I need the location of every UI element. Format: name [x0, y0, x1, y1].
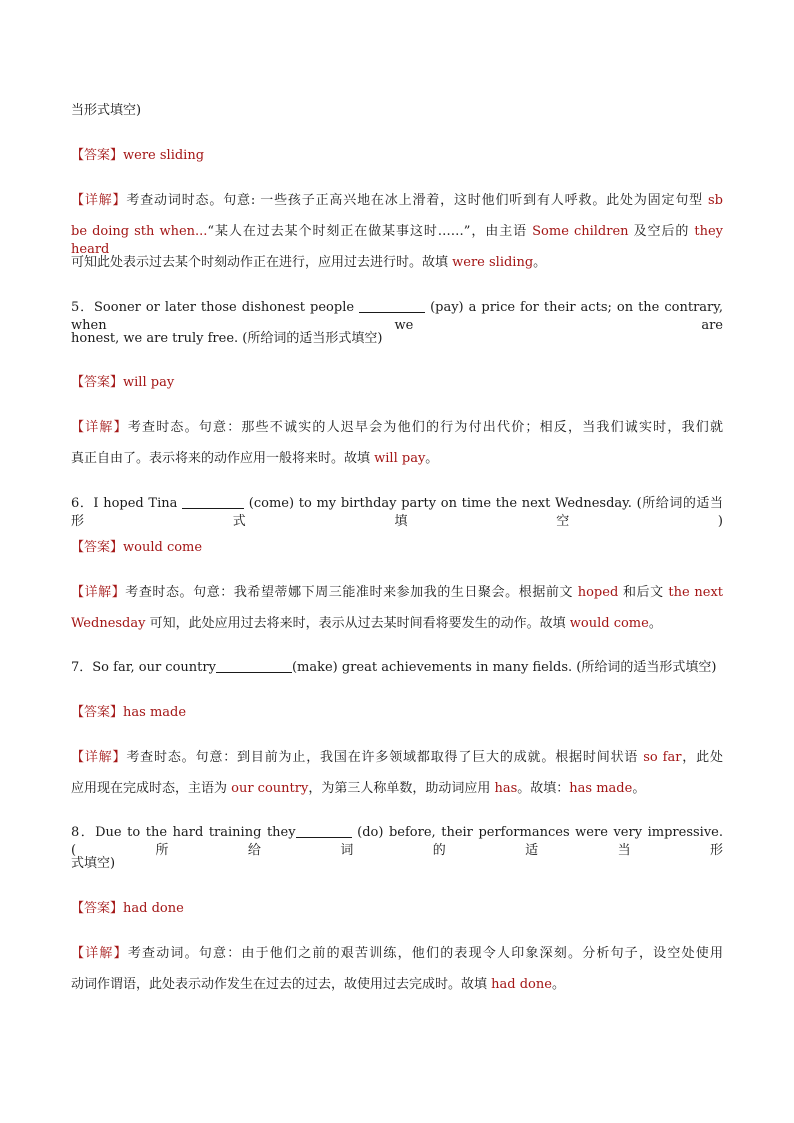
answer-blank[interactable]: [296, 825, 352, 838]
answer-text: will pay: [123, 375, 175, 390]
question-8-answer: [71, 900, 184, 918]
question-8-stem-line-1: 8．Due to the hard training they (do) before, their performances were very impressive. (所给词的适当形: [71, 825, 723, 858]
question-6-answer: [71, 539, 202, 557]
question-8-stem-line-2: 式填空): [71, 856, 116, 871]
question-4-detail-line-3: 可知此处表示过去某个时刻动作正在进行，应用过去进行时。故填 were sliding。: [71, 255, 547, 270]
answer-text: had done: [123, 901, 184, 916]
answer-label: 【答案】: [71, 540, 124, 555]
answer-label: 【答案】: [71, 705, 124, 720]
question-6-stem: 6．I hoped Tina (come) to my birthday party on time the next Wednesday. (所给词的适当形式填空): [71, 496, 723, 529]
answer-text: has made: [123, 705, 187, 720]
question-8-detail-line-2: 动词作谓语，此处表示动作发生在过去的过去，故使用过去完成时。故填 had done。: [71, 977, 565, 992]
question-7-stem: 7．So far, our country (make) great achievements in many fields. (所给词的适当形式填空): [71, 660, 717, 675]
detail-label: 【详解】: [71, 193, 127, 208]
detail-label: 【详解】: [71, 946, 128, 961]
question-7-answer: [71, 704, 186, 722]
question-4-carryover: 当形式填空): [71, 103, 142, 118]
detail-label: 【详解】: [71, 585, 126, 600]
answer-blank[interactable]: [182, 496, 244, 509]
answer-label: 【答案】: [71, 148, 124, 163]
question-7-detail-line-2: 应用现在完成时态，主语为 our country，为第三人称单数，助动词应用 has。故填：has made。: [71, 781, 646, 796]
answer-blank[interactable]: [359, 300, 425, 313]
question-4-detail-line-1: 【详解】考查动词时态。句意: 一些孩子正高兴地在冰上滑着，这时他们听到有人呼救。此处为固定句型 sb: [71, 193, 723, 208]
answer-blank[interactable]: [216, 660, 292, 673]
question-5-detail-line-2: 真正自由了。表示将来的动作应用一般将来时。故填 will pay。: [71, 451, 439, 466]
question-6-detail-line-2: Wednesday 可知，此处应用过去将来时，表示从过去某时间看将要发生的动作。故填 would come。: [71, 616, 662, 631]
detail-label: 【详解】: [71, 420, 128, 435]
answer-label: 【答案】: [71, 375, 124, 390]
question-7-detail-line-1: 【详解】考查时态。句意：到目前为止，我国在许多领域都取得了巨大的成就。根据时间状语 so far，此处: [71, 750, 723, 765]
question-6-detail-line-1: 【详解】考查时态。句意：我希望蒂娜下周三能准时来参加我的生日聚会。根据前文 hoped 和后文 the next: [71, 585, 724, 600]
answer-text: would come: [123, 540, 203, 555]
question-8-detail-line-1: 【详解】考查动词。句意：由于他们之前的艰苦训练，他们的表现令人印象深刻。分析句子，设空处使用: [71, 946, 723, 961]
detail-label: 【详解】: [71, 750, 127, 765]
answer-text: were sliding: [123, 148, 205, 163]
question-5-stem-line-2: honest, we are truly free. (所给词的适当形式填空): [71, 331, 383, 346]
question-5-detail-line-1: 【详解】考查时态。句意：那些不诚实的人迟早会为他们的行为付出代价；相反，当我们诚实时，我们就: [71, 420, 723, 435]
question-4-answer: [71, 147, 204, 165]
question-4-detail-line-2: be doing sth when...“某人在过去某个时刻正在做某事这时……”，由主语 Some children 及空后的 they heard: [71, 224, 723, 257]
question-5-answer: [71, 374, 174, 392]
answer-label: 【答案】: [71, 901, 124, 916]
question-5-stem-line-1: 5．Sooner or later those dishonest people (pay) a price for their acts; on the contrary, when we are: [71, 300, 723, 333]
